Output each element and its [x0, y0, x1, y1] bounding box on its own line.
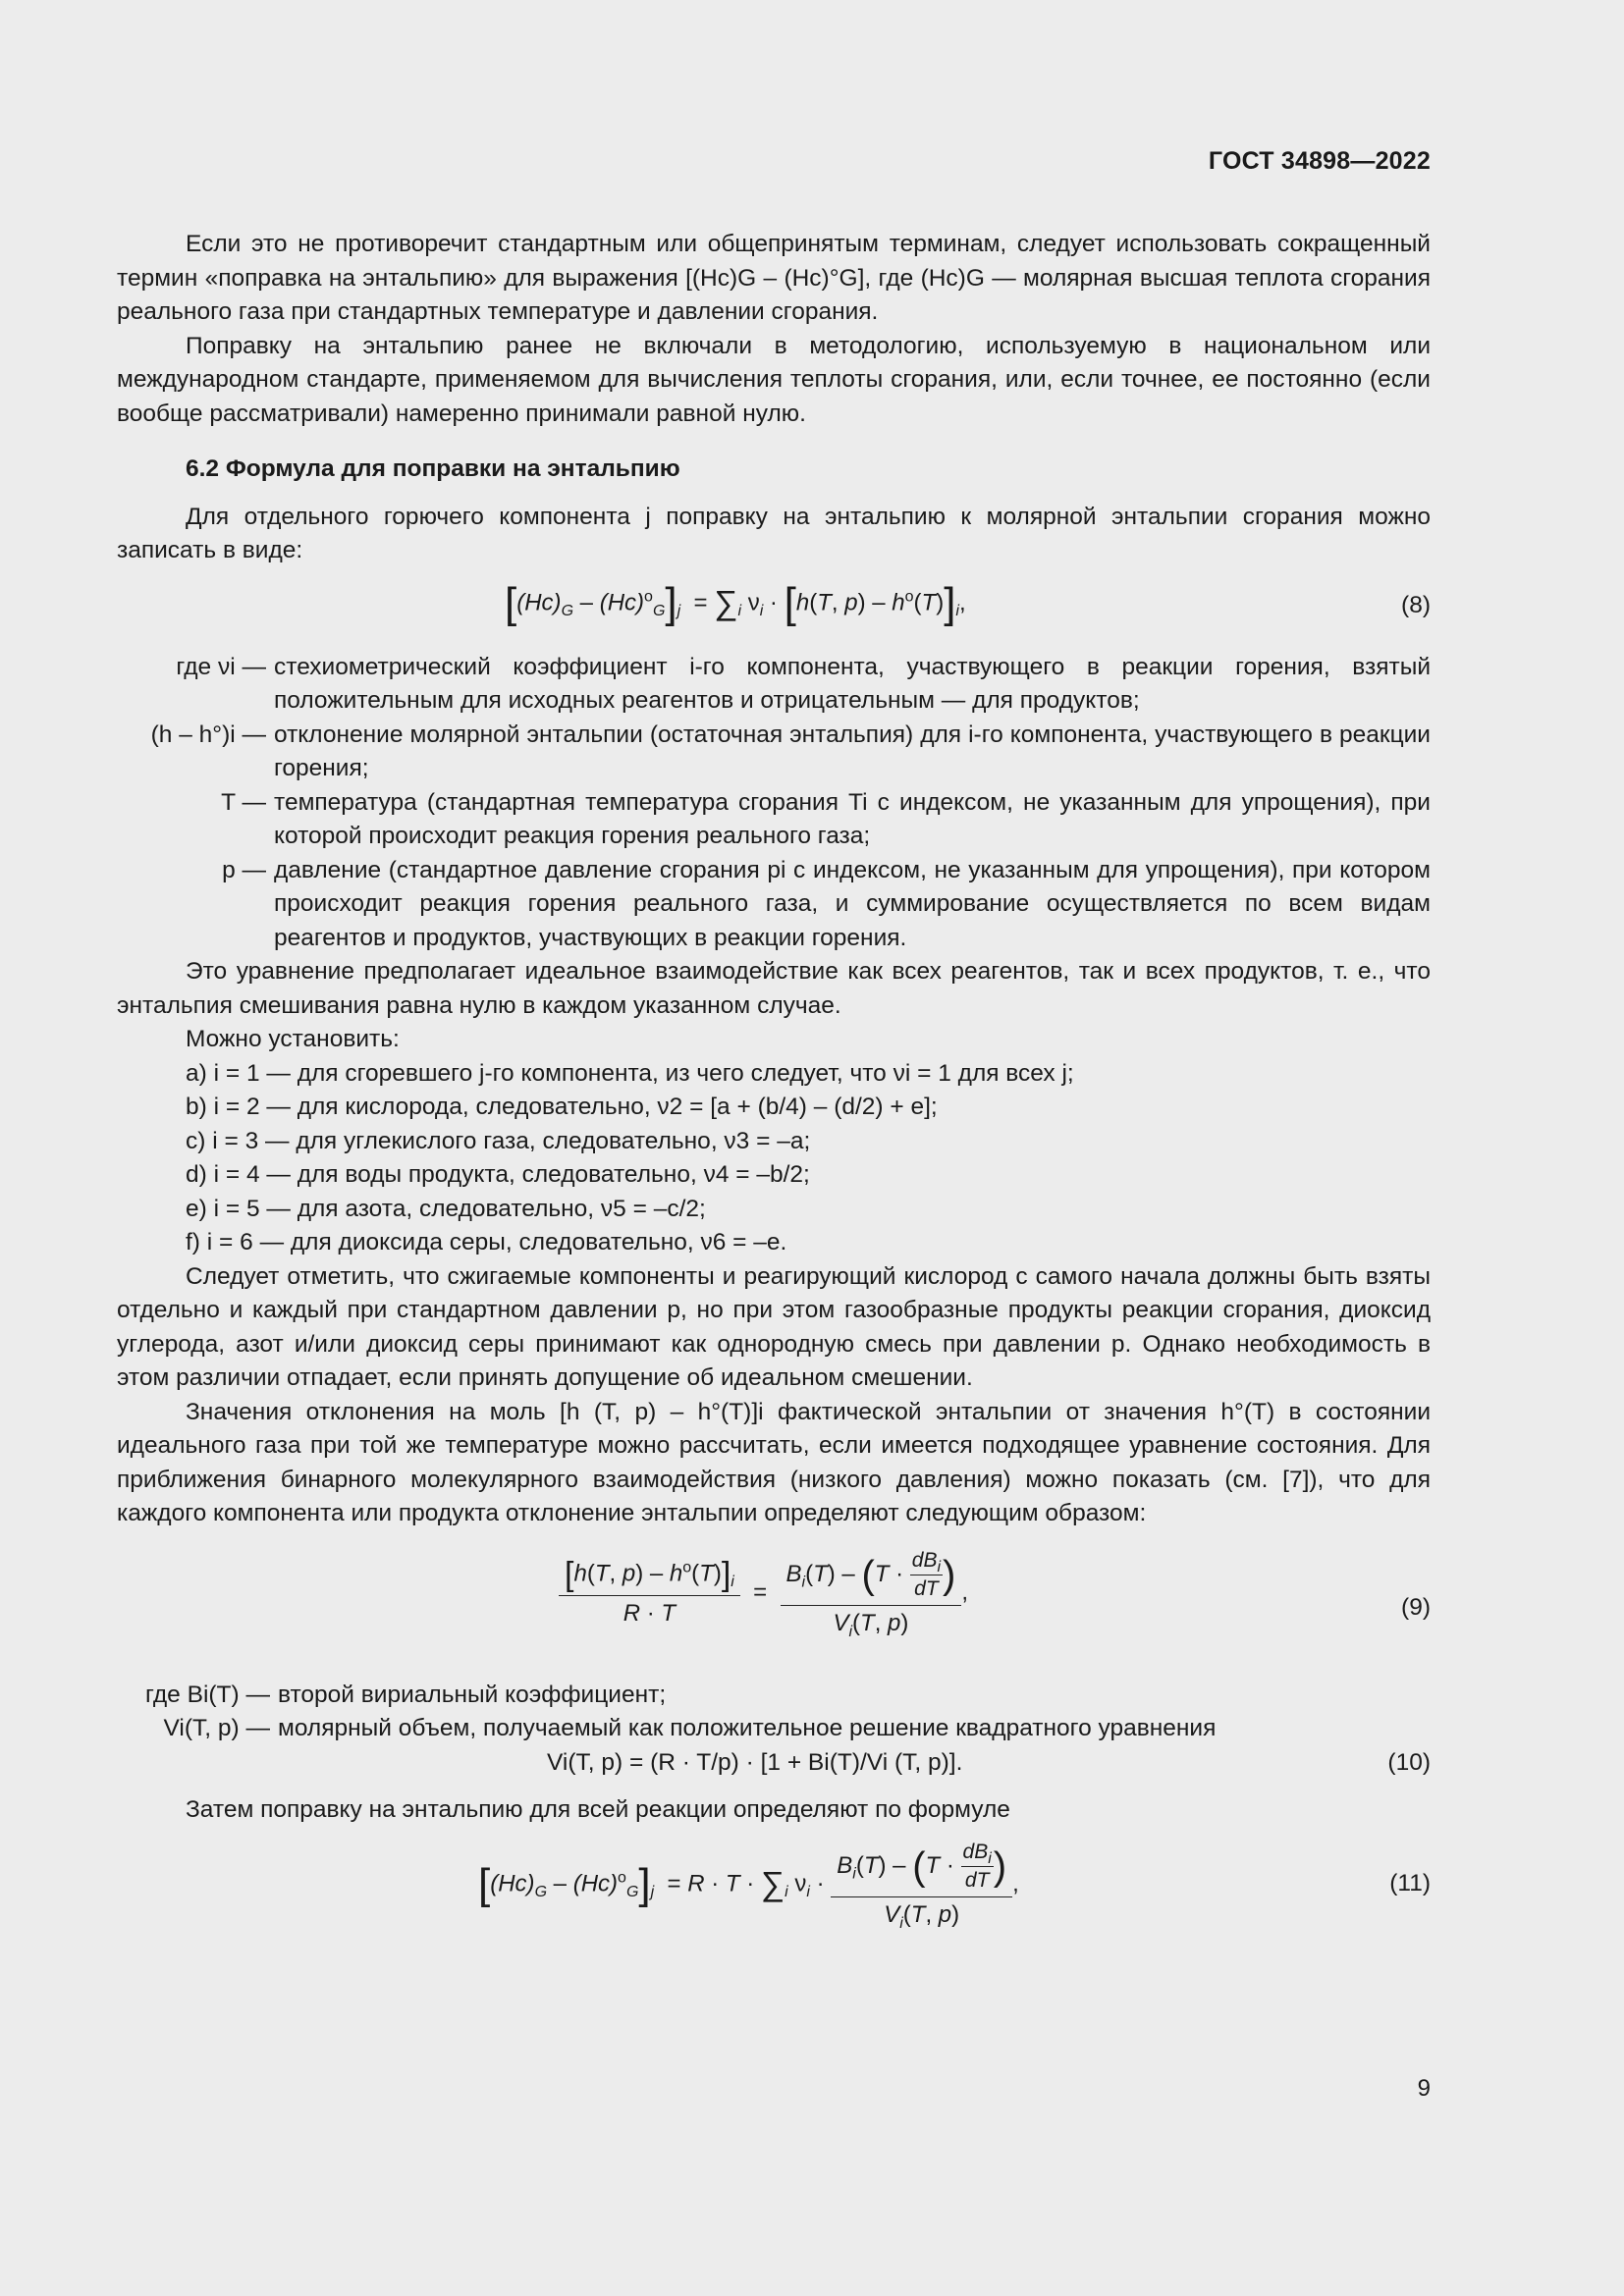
formula-10-body: Vi(T, p) = (R · T/p) · [1 + Bi(T)/Vi (T, p)].	[547, 1748, 963, 1776]
paragraph-1: Если это не противоречит стандартным или общепринятым терминам, следует использовать сокращенный термин «поправка на энтальпию» для выражения [(Hc)G – (Hc)°G], где (Hc)G — молярная высшая теплота сгорания реального газа при стандартных температуре и давлении сгорания.	[117, 231, 1431, 325]
formula-9-body: $\frac{[h(T, p) - h^o(T)]_i}{R \cdot T}$ = $B_i(T) - (T$ · $\frac{dB_i}{dT}$ ) $V_i(T$, p) ,	[559, 1549, 968, 1637]
paragraph-7: Значения отклонения на моль [h (T, p) – h°(T)]i фактической энтальпии от значения h°(T) в состоянии идеального газа при той же температуре можно рассчитать, если имеется подходящее уравнение состояния. Для приближения бинарного молекулярного взаимодействия (низкого давления) можно показать (см. [7]), что для каждого компонента или продукта отклонение энтальпии определяют следующим образом:	[117, 1398, 1431, 1526]
definition-term: (h – h°)i —	[150, 721, 266, 748]
list-item: e) i = 5 — для азота, следовательно, ν5 = –c/2;	[186, 1195, 706, 1222]
equation-number-10: (10)	[1387, 1748, 1431, 1776]
paragraph-4: Это уравнение предполагает идеальное взаимодействие как всех реагентов, так и всех продуктов, т. е., что энтальпия смешивания равна нулю в каждом указанном случае.	[117, 958, 1431, 1019]
page-content	[117, 228, 1431, 1945]
paragraph-3: Для отдельного горючего компонента j поправку на энтальпию к молярной энтальпии сгорания можно записать в виде:	[117, 503, 1431, 563]
definition-term: T —	[221, 788, 266, 816]
list-item: c) i = 3 — для углекислого газа, следовательно, ν3 = –a;	[186, 1127, 811, 1154]
section-title: 6.2 Формула для поправки на энтальпию	[186, 455, 680, 482]
paragraph-2: Поправку на энтальпию ранее не включали в методологию, используемую в национальном или международном стандарте, применяемом для вычисления теплоты сгорания, или, если точнее, ее постоянно (если вообще рассматривали) намеренно принимали равной нулю.	[117, 332, 1431, 427]
definition-text: давление (стандартное давление сгорания pi с индексом, не указанным для упрощения), при котором происходит реакция горения реального газа, и суммирование осуществляется по всем видам реагентов и продуктов, участвующих в реакции горения.	[274, 856, 1431, 951]
equation-number-8: (8)	[1401, 591, 1431, 618]
formula-8-body: $[(Hc)_G - (Hc)^o_G]_j = \sum_i$ $\nu_i \cdot [h(T$, $p) - h^o(T)]_i$,	[505, 578, 966, 627]
definition-text: температура (стандартная температура сгорания Ti с индексом, не указанным для упрощения), при которой происходит реакция горения реального газа;	[274, 788, 1431, 849]
definition-text: отклонение молярной энтальпии (остаточная энтальпия) для i-го компонента, участвующего в реакции горения;	[274, 721, 1431, 781]
definitions-1	[117, 651, 1431, 956]
equation-number-11: (11)	[1389, 1870, 1431, 1896]
paragraph-5: Можно установить:	[186, 1026, 400, 1052]
formula-9	[117, 1531, 1431, 1679]
list-item: b) i = 2 — для кислорода, следовательно, ν2 = [a + (b/4) – (d/2) + e];	[186, 1094, 938, 1120]
page-number: 9	[1417, 2075, 1431, 2102]
paragraph-6: Следует отметить, что сжигаемые компоненты и реагирующий кислород с самого начала должны быть взяты отдельно и каждый при стандартном давлении p, но при этом газообразные продукты реакции сгорания, диоксид углерода, азот и/или диоксид серы принимают как однородную смесь при давлении p. Однако необходимость в этом различии отпадает, если принять допущение об идеальном смешении.	[117, 1262, 1431, 1391]
definition-term: где νi —	[176, 653, 266, 680]
definition-text: второй вириальный коэффициент;	[278, 1681, 667, 1708]
list-item: f) i = 6 — для диоксида серы, следовательно, ν6 = –e.	[186, 1229, 787, 1255]
conditions-list	[117, 1057, 1431, 1260]
paragraph-8: Затем поправку на энтальпию для всей реакции определяют по формуле	[186, 1795, 1010, 1823]
definition-term: где Bi(T) —	[145, 1681, 270, 1708]
definitions-2	[117, 1679, 1431, 1746]
formula-8	[117, 568, 1431, 651]
equation-number-9: (9)	[1401, 1593, 1431, 1621]
formula-11-body: $[(Hc)_G - (Hc)^o_G]_j = R \cdot T \cdot \sum_i$ $\nu_i$ · $B_i(T) - (T$ · $\frac{dB_i}{dT}$ ) $V_i(T$, p) ,	[478, 1841, 1019, 1932]
list-item: d) i = 4 — для воды продукта, следовательно, ν4 = –b/2;	[186, 1161, 810, 1188]
formula-10	[117, 1746, 1431, 1786]
definition-text: стехиометрический коэффициент i-го компонента, участвующего в реакции горения, взятый положительным для исходных реагентов и отрицательным — для продуктов;	[274, 653, 1431, 714]
definition-term: Vi(T, p) —	[163, 1715, 270, 1741]
formula-11	[117, 1827, 1431, 1945]
standard-header: ГОСТ 34898—2022	[1208, 147, 1431, 175]
definition-term: p —	[222, 856, 266, 883]
definition-text: молярный объем, получаемый как положительное решение квадратного уравнения	[278, 1715, 1217, 1741]
list-item: a) i = 1 — для сгоревшего j-го компонента, из чего следует, что νi = 1 для всех j;	[186, 1059, 1074, 1087]
